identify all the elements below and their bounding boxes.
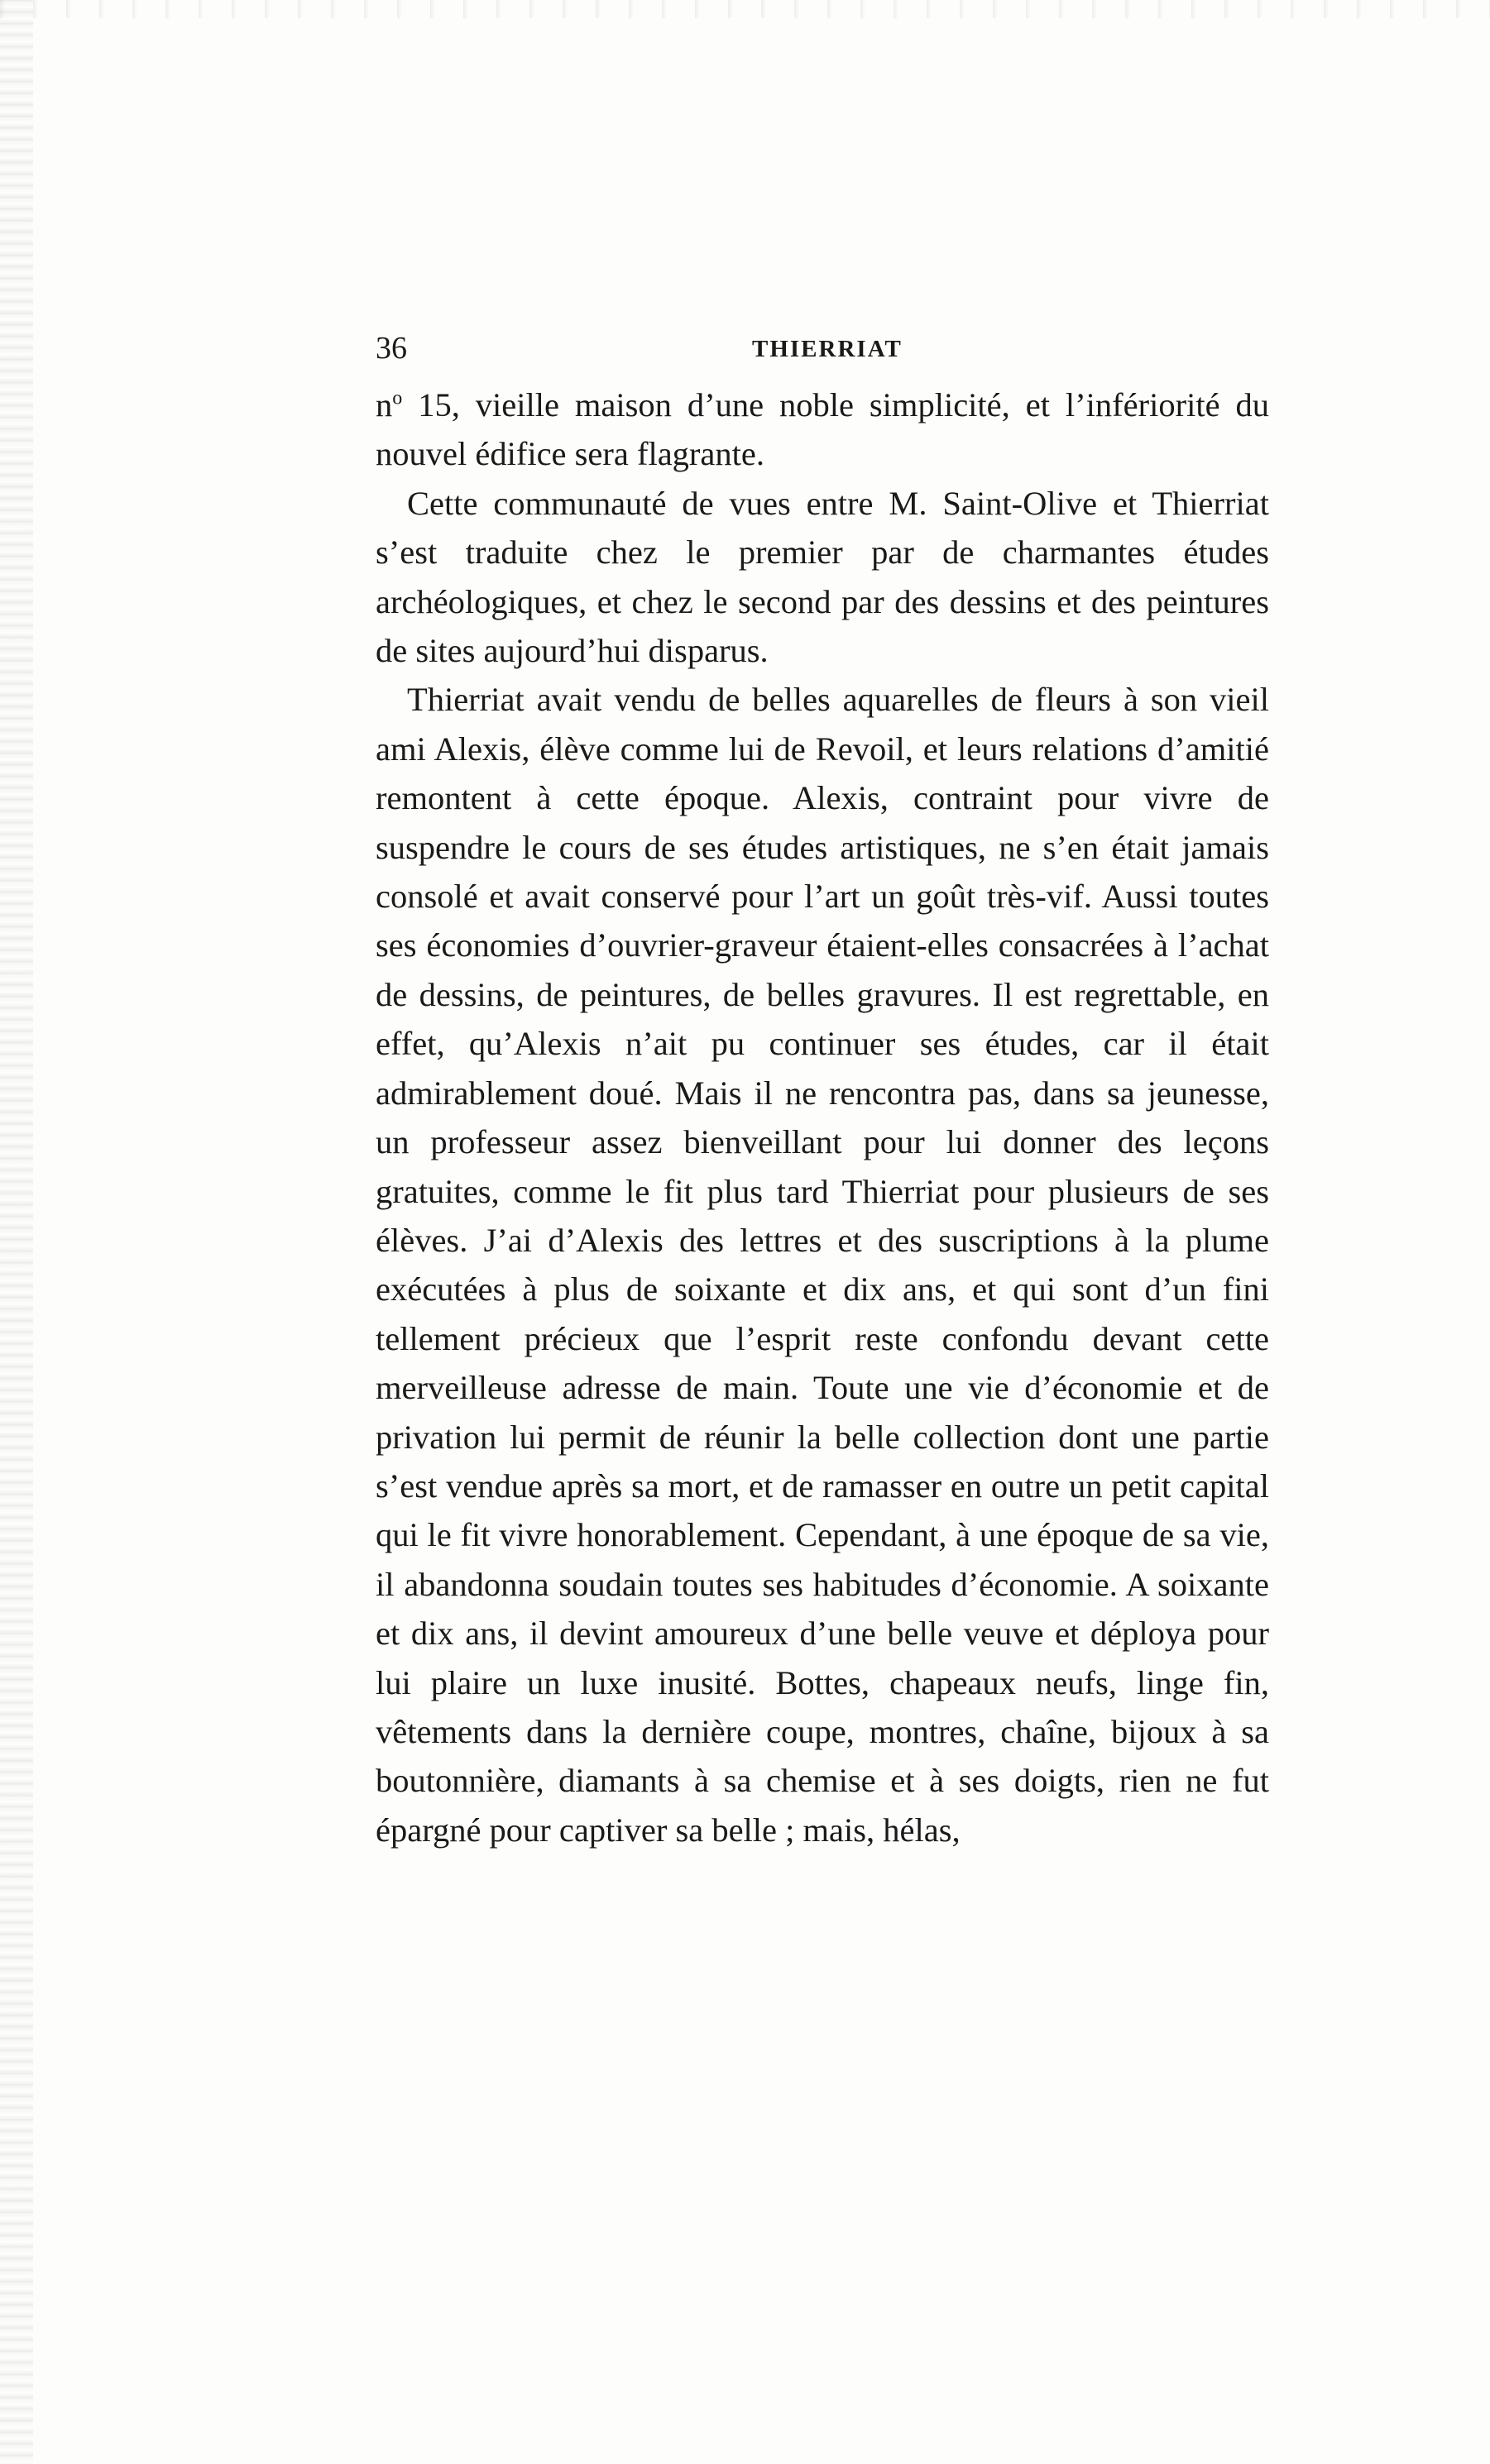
paragraph: Cette communauté de vues entre M. Saint-Olive et Thierriat s’est traduite chez le premier par de charmantes études archéologiques, et chez le second par des dessins et des peintures de sites aujourd’hui disparus. [376,484,1269,670]
numero-prefix: n [376,386,393,423]
paragraph-continuation [376,380,1269,479]
page-number: 36 [376,331,407,366]
body-text [376,380,1269,1854]
running-title: THIERRIAT [752,336,903,362]
paragraph-1-text: 15, vieille maison d’une noble simplicité, et l’infériorité du nouvel édifice sera flagrante. [376,386,1269,473]
scan-artifacts [0,0,1490,18]
paragraph: Thierriat avait vendu de belles aquarelles de fleurs à son vieil ami Alexis, élève comme lui de Revoil, et leurs relations d’amitié remontent à cette époque. Alexis, contraint pour vivre de suspendre le cours de ses études artistiques, ne s’en était jamais consolé et avait conservé pour l’art un goût très-vif. Aussi toutes ses économies d’ouvrier-graveur étaient-elles consacrées à l’achat de dessins, de peintures, de belles gravures. Il est regrettable, en effet, qu’Alexis n’ait pu continuer ses études, car il était admirablement doué. Mais il ne rencontra pas, dans sa jeunesse, un professeur assez bienveillant pour lui donner des leçons gratuites, comme le fit plus tard Thierriat pour plusieurs de ses élèves. J’ai d’Alexis des lettres et des suscriptions à la plume exécutées à plus de soixante et dix ans, et qui sont d’un fini tellement précieux que l’esprit reste confondu devant cette merveilleuse adresse de main. Toute une vie d’économie et de privation lui permit de réunir la belle collection dont une partie s’est vendue après sa mort, et de ramasser en outre un petit capital qui le fit vivre honorablement. Cependant, à une époque de sa vie, il abandonna soudain toutes ses habitudes d’économie. A soixante et dix ans, il devint amoureux d’une belle veuve et déploya pour lui plaire un luxe inusité. Bottes, chapeaux neufs, linge fin, vêtements dans la dernière coupe, montres, chaîne, bijoux à sa boutonnière, diamants à sa chemise et à ses doigts, rien ne fut épargné pour captiver sa belle ; mais, hélas, [376,681,1269,1849]
running-head [376,328,1269,369]
binding-edge-shadow [0,0,33,2464]
numero-superscript: o [392,387,403,409]
